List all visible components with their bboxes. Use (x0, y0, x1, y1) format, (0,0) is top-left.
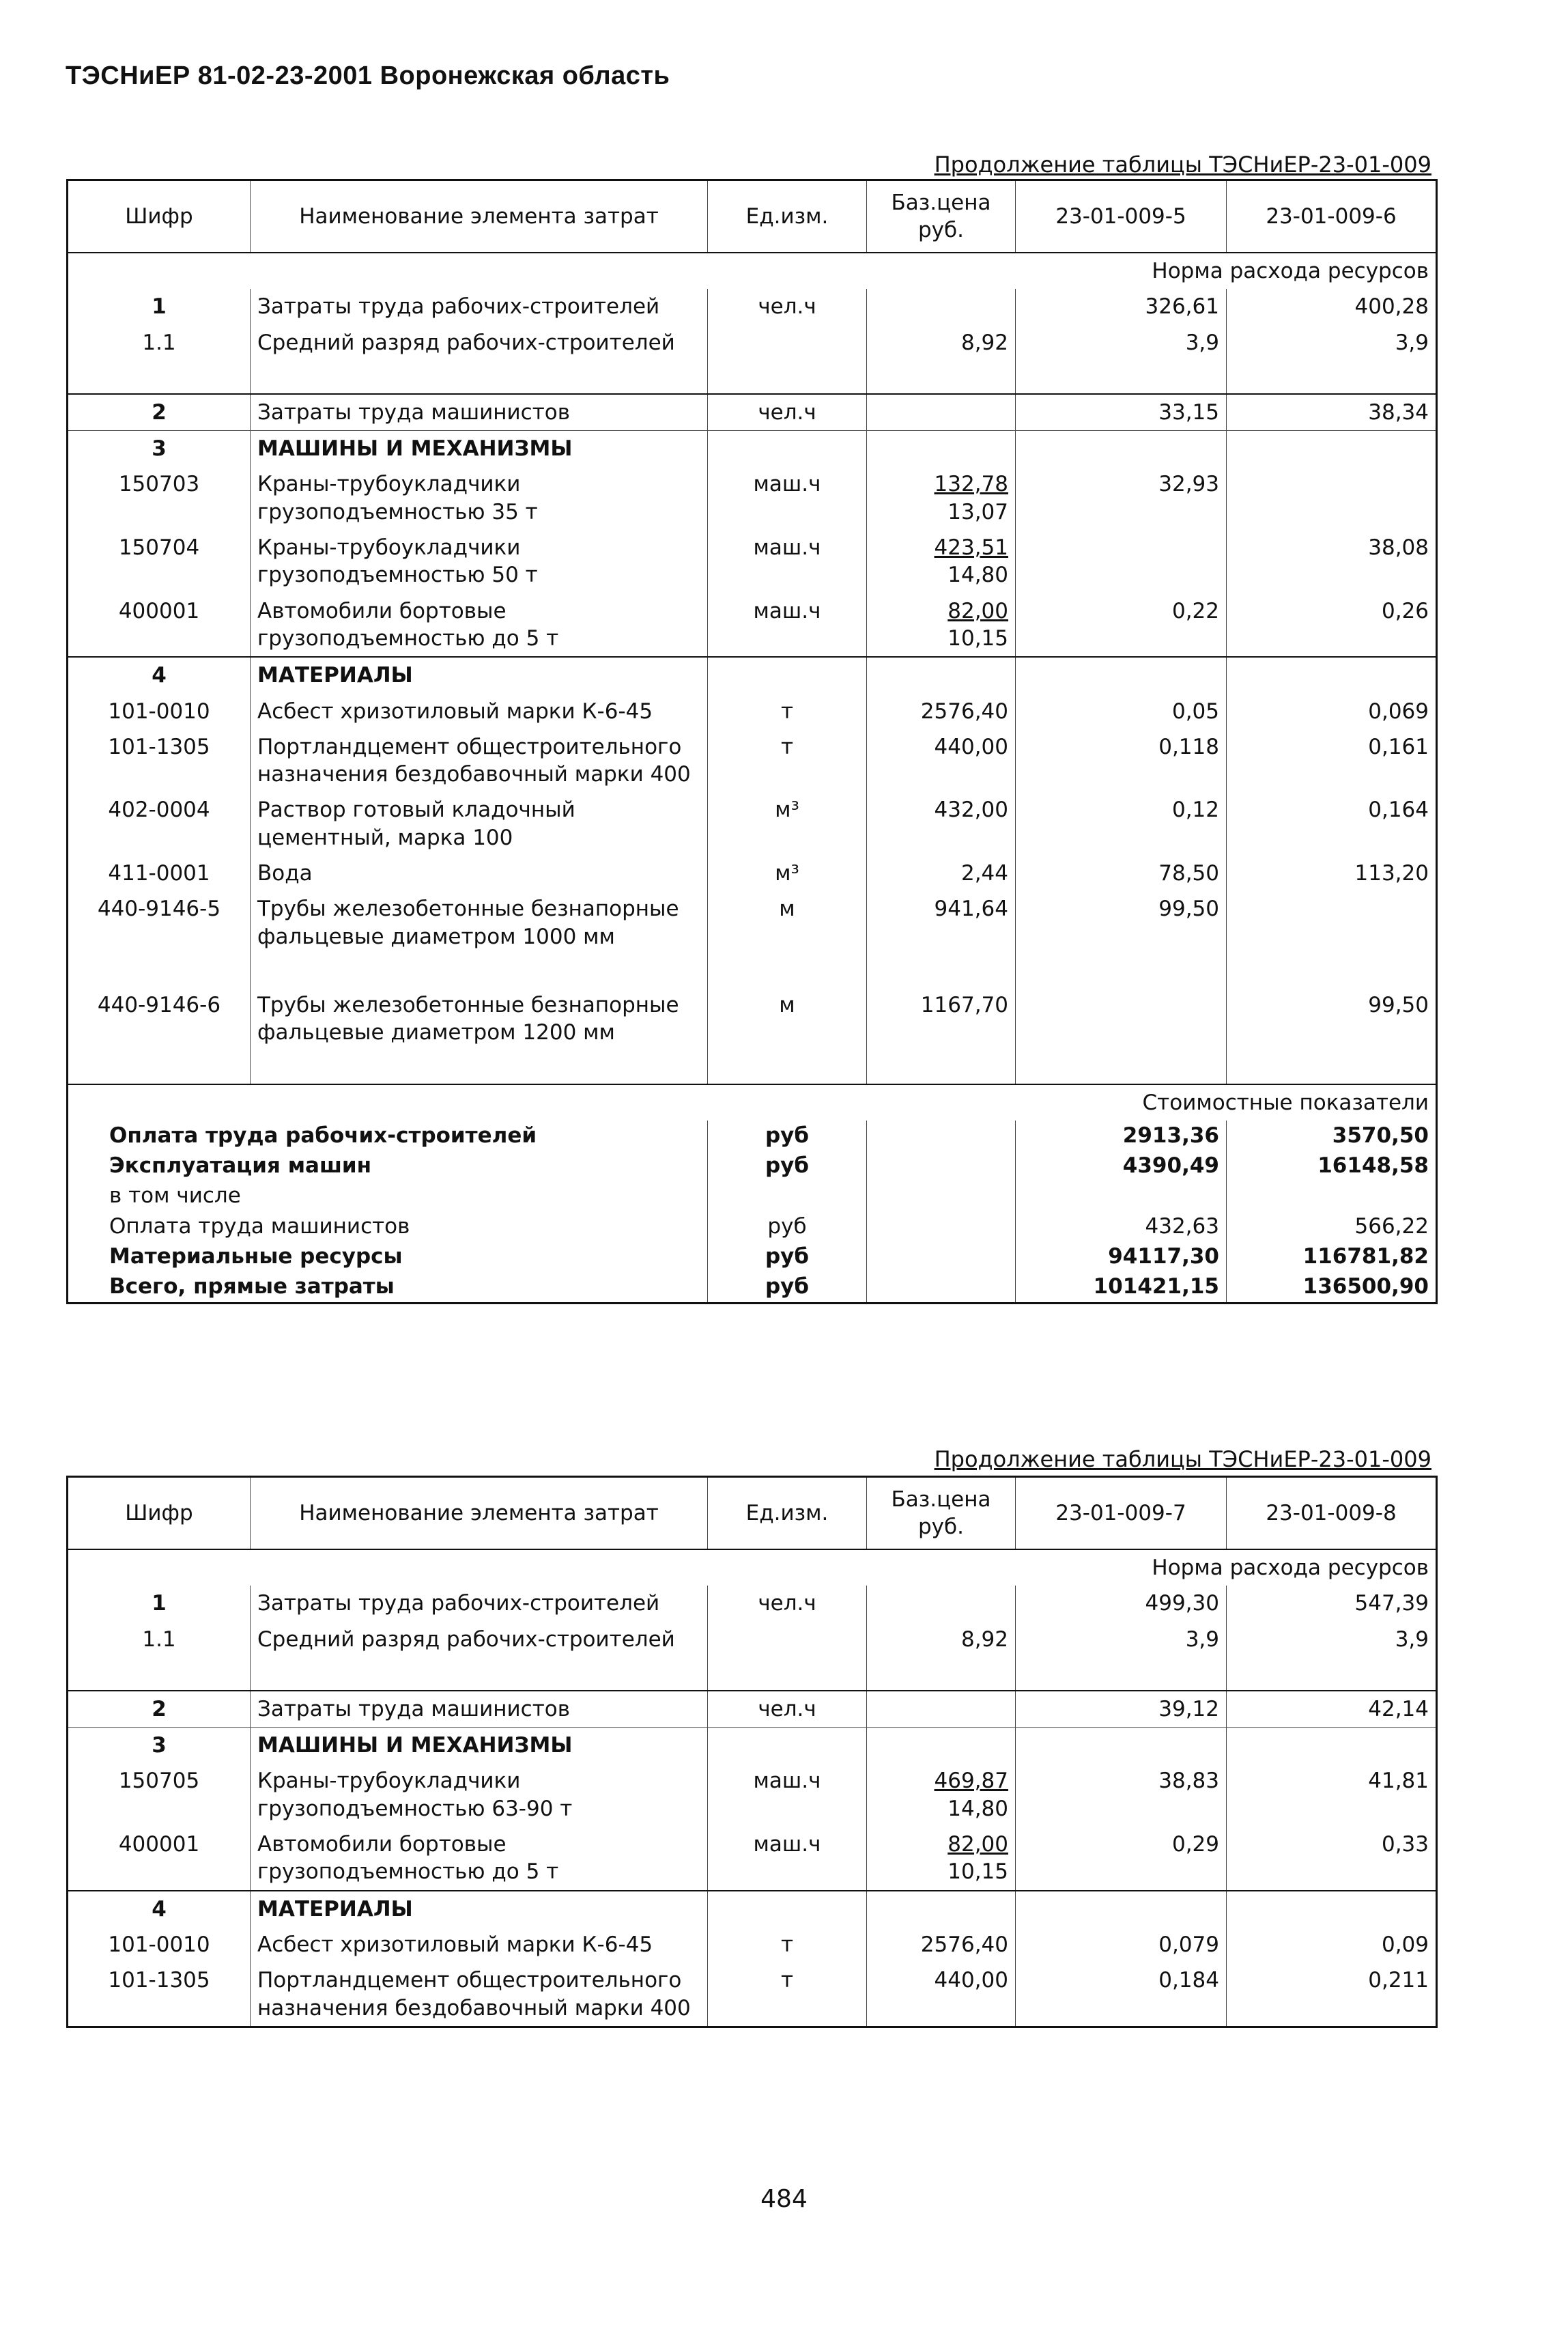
row-code: 4 (68, 657, 251, 693)
row-price: 432,00 (867, 792, 1016, 856)
cost-value-2: 16148,58 (1227, 1151, 1437, 1181)
cost-value-1: 94117,30 (1016, 1241, 1227, 1271)
cost-value-1: 4390,49 (1016, 1151, 1227, 1181)
spacer-row (68, 361, 1437, 394)
row-price (867, 530, 1016, 593)
cost-unit (708, 1181, 867, 1211)
row-norm-2: 113,20 (1227, 856, 1437, 891)
cost-label: Всего, прямые затраты (109, 1274, 395, 1299)
row-unit: маш.ч (708, 466, 867, 530)
row-code: 1.1 (142, 1627, 176, 1652)
row-name: Затраты труда машинистов (251, 1691, 708, 1728)
spacer-row (68, 955, 1437, 987)
col-header-price: Баз.цена руб. (867, 1477, 1016, 1550)
cost-value-1 (1016, 1181, 1227, 1211)
table2-header-row (68, 1477, 1437, 1550)
row-price (867, 1691, 1016, 1728)
row-code: 411-0001 (108, 861, 210, 886)
row-code: 101-1305 (108, 1968, 210, 1993)
machine-price: 82,00 (947, 598, 1008, 623)
table1-header-row (68, 180, 1437, 253)
operator-wage: 10,15 (947, 625, 1008, 651)
row-unit: чел.ч (708, 394, 867, 431)
row-name: Раствор готовый кладочный цементный, марка 100 (251, 792, 708, 856)
table1-body (68, 289, 1437, 1084)
cost-unit: руб (708, 1241, 867, 1271)
row-name: Портландцемент общестроительного назначения бездобавочный марки 400 (251, 1962, 708, 2027)
row-name: Краны-трубоукладчики грузоподъемностью 50 т (251, 530, 708, 593)
section-heading-row (68, 1728, 1437, 1764)
row-code: 1.1 (142, 330, 176, 355)
row-norm-1: 38,83 (1016, 1763, 1227, 1827)
table-row (68, 1962, 1437, 2027)
machine-price: 82,00 (947, 1832, 1008, 1857)
table-row (68, 1763, 1437, 1827)
row-code: 150704 (118, 535, 200, 561)
row-norm-1 (1016, 987, 1227, 1051)
row-norm-1: 0,079 (1016, 1927, 1227, 1962)
row-name: Вода (251, 856, 708, 891)
row-unit: чел.ч (708, 289, 867, 324)
row-price: 1167,70 (867, 987, 1016, 1051)
row-norm-2: 41,81 (1227, 1763, 1437, 1827)
row-code: 101-0010 (108, 1932, 210, 1957)
row-name: Затраты труда машинистов (251, 394, 708, 431)
row-name: Затраты труда рабочих-строителей (251, 289, 708, 324)
row-unit: маш.ч (708, 1827, 867, 1891)
row-code: 440-9146-5 (97, 897, 221, 922)
row-price: 440,00 (867, 729, 1016, 793)
norms-table-2 (66, 1476, 1438, 2028)
row-unit: т (708, 1962, 867, 2027)
cost-row (68, 1211, 1437, 1241)
row-name: Асбест хризотиловый марки К-6-45 (251, 1927, 708, 1962)
row-code: 400001 (118, 1832, 200, 1857)
row-norm-2: 3,9 (1227, 1622, 1437, 1657)
cost-value-2: 136500,90 (1227, 1271, 1437, 1303)
cost-value-1: 101421,15 (1016, 1271, 1227, 1303)
cost-row (68, 1151, 1437, 1181)
row-price (867, 593, 1016, 658)
cost-row (68, 1181, 1437, 1211)
table1-continuation-note: Продолжение таблицы ТЭСНиЕР-23-01-009 (934, 152, 1431, 178)
cost-unit: руб (708, 1151, 867, 1181)
section-heading-row (68, 1891, 1437, 1927)
table-row (68, 694, 1437, 729)
cost-row (68, 1271, 1437, 1303)
row-code: 150703 (118, 472, 200, 497)
row-norm-1: 33,15 (1016, 394, 1227, 431)
row-norm-1: 0,05 (1016, 694, 1227, 729)
table-row (68, 530, 1437, 593)
table-row (68, 1827, 1437, 1891)
section-title: МАШИНЫ И МЕХАНИЗМЫ (251, 431, 708, 467)
table2-continuation-note: Продолжение таблицы ТЭСНиЕР-23-01-009 (934, 1446, 1431, 1472)
band-row (68, 1549, 1437, 1586)
row-norm-1: 326,61 (1016, 289, 1227, 324)
band-label: Норма расхода ресурсов (1152, 1555, 1429, 1580)
band-row (68, 253, 1437, 289)
col-header-unit: Ед.изм. (708, 180, 867, 253)
cost-value-2 (1227, 1181, 1437, 1211)
row-code: 3 (152, 1733, 167, 1758)
spacer-row (68, 1657, 1437, 1691)
row-norm-1: 39,12 (1016, 1691, 1227, 1728)
row-norm-2: 3,9 (1227, 325, 1437, 361)
cost-label: Оплата труда машинистов (109, 1213, 410, 1239)
row-unit: маш.ч (708, 593, 867, 658)
row-norm-2: 38,08 (1227, 530, 1437, 593)
cost-label: в том числе (109, 1183, 241, 1209)
row-norm-2: 0,09 (1227, 1927, 1437, 1962)
cost-label: Эксплуатация машин (109, 1153, 372, 1179)
row-norm-2: 0,161 (1227, 729, 1437, 793)
table-row (68, 792, 1437, 856)
table-row (68, 593, 1437, 658)
col-header-norm-1: 23-01-009-7 (1016, 1477, 1227, 1550)
row-norm-1: 99,50 (1016, 891, 1227, 955)
cost-band-row (68, 1084, 1437, 1121)
machine-price: 469,87 (934, 1769, 1008, 1794)
table-row (68, 987, 1437, 1051)
row-norm-2: 0,211 (1227, 1962, 1437, 2027)
cost-unit: руб (708, 1121, 867, 1151)
table-row (68, 1927, 1437, 1962)
row-code: 2 (68, 394, 251, 431)
row-name: Затраты труда рабочих-строителей (251, 1586, 708, 1621)
norms-table-1 (66, 179, 1438, 1304)
col-header-code: Шифр (68, 180, 251, 253)
col-header-unit: Ед.изм. (708, 1477, 867, 1550)
machine-price: 423,51 (934, 535, 1008, 561)
table-row (68, 729, 1437, 793)
row-name: Средний разряд рабочих-строителей (251, 325, 708, 361)
col-header-name: Наименование элемента затрат (251, 1477, 708, 1550)
section-title: МАШИНЫ И МЕХАНИЗМЫ (251, 1728, 708, 1764)
row-unit: т (708, 1927, 867, 1962)
row-name: Автомобили бортовые грузоподъемностью до 5 т (251, 593, 708, 658)
row-norm-1: 0,29 (1016, 1827, 1227, 1891)
operator-wage: 10,15 (947, 1859, 1008, 1885)
row-norm-2: 42,14 (1227, 1691, 1437, 1728)
table-row (68, 394, 1437, 431)
col-header-code: Шифр (68, 1477, 251, 1550)
row-unit (708, 1622, 867, 1657)
cost-value-1: 432,63 (1016, 1211, 1227, 1241)
col-header-price: Баз.цена руб. (867, 180, 1016, 253)
row-norm-2: 0,33 (1227, 1827, 1437, 1891)
row-price: 8,92 (867, 1622, 1016, 1657)
row-unit: чел.ч (708, 1586, 867, 1621)
table-row (68, 1691, 1437, 1728)
cost-value-2: 566,22 (1227, 1211, 1437, 1241)
row-unit (708, 325, 867, 361)
row-code: 1 (152, 294, 167, 320)
row-code: 1 (152, 1591, 167, 1616)
table-row (68, 1586, 1437, 1621)
row-name: Трубы железобетонные безнапорные фальцевые диаметром 1200 мм (251, 987, 708, 1051)
operator-wage: 14,80 (947, 563, 1008, 588)
row-unit: м³ (708, 856, 867, 891)
row-name: Автомобили бортовые грузоподъемностью до 5 т (251, 1827, 708, 1891)
operator-wage: 14,80 (947, 1796, 1008, 1821)
section-title: МАТЕРИАЛЫ (251, 657, 708, 693)
row-price (867, 394, 1016, 431)
row-unit: т (708, 694, 867, 729)
row-norm-2: 38,34 (1227, 394, 1437, 431)
row-name: Краны-трубоукладчики грузоподъемностью 35 т (251, 466, 708, 530)
col-header-name: Наименование элемента затрат (251, 180, 708, 253)
cost-indicators (68, 1121, 1437, 1303)
row-unit: м³ (708, 792, 867, 856)
cost-band-label: Стоимостные показатели (68, 1084, 1437, 1121)
row-norm-1: 0,184 (1016, 1962, 1227, 2027)
row-norm-2: 400,28 (1227, 289, 1437, 324)
row-norm-1: 3,9 (1016, 325, 1227, 361)
row-code: 3 (152, 436, 167, 462)
row-norm-1: 0,22 (1016, 593, 1227, 658)
row-unit: чел.ч (708, 1691, 867, 1728)
row-norm-2 (1227, 466, 1437, 530)
row-unit: маш.ч (708, 530, 867, 593)
section-heading-row (68, 431, 1437, 467)
table-row (68, 891, 1437, 955)
row-price (867, 289, 1016, 324)
row-code: 101-0010 (108, 699, 210, 724)
row-norm-2: 0,069 (1227, 694, 1437, 729)
row-norm-1: 0,118 (1016, 729, 1227, 793)
table-row (68, 325, 1437, 361)
spacer-row (68, 1051, 1437, 1084)
row-code: 4 (68, 1891, 251, 1927)
cost-unit: руб (708, 1211, 867, 1241)
row-price: 941,64 (867, 891, 1016, 955)
machine-price: 132,78 (934, 472, 1008, 497)
cost-value-2: 3570,50 (1227, 1121, 1437, 1151)
operator-wage: 13,07 (947, 499, 1008, 524)
row-unit: м (708, 987, 867, 1051)
table-row (68, 289, 1437, 324)
row-price (867, 1827, 1016, 1891)
col-header-norm-2: 23-01-009-6 (1227, 180, 1437, 253)
row-code: 400001 (118, 598, 200, 623)
section-title: МАТЕРИАЛЫ (251, 1891, 708, 1927)
row-norm-1: 499,30 (1016, 1586, 1227, 1621)
cost-row (68, 1121, 1437, 1151)
row-price: 8,92 (867, 325, 1016, 361)
row-price (867, 1586, 1016, 1621)
row-price: 2,44 (867, 856, 1016, 891)
row-norm-2: 99,50 (1227, 987, 1437, 1051)
table2-body (68, 1586, 1437, 2027)
row-price: 2576,40 (867, 694, 1016, 729)
cost-row (68, 1241, 1437, 1271)
row-code: 150705 (118, 1769, 200, 1794)
row-norm-1: 0,12 (1016, 792, 1227, 856)
cost-label: Материальные ресурсы (109, 1244, 403, 1269)
row-name: Асбест хризотиловый марки К-6-45 (251, 694, 708, 729)
row-code: 101-1305 (108, 734, 210, 759)
cost-value-2: 116781,82 (1227, 1241, 1437, 1271)
row-norm-1: 78,50 (1016, 856, 1227, 891)
row-norm-2: 547,39 (1227, 1586, 1437, 1621)
band-label: Норма расхода ресурсов (1152, 259, 1429, 283)
row-unit: м (708, 891, 867, 955)
row-name: Портландцемент общестроительного назначения бездобавочный марки 400 (251, 729, 708, 793)
cost-unit: руб (708, 1271, 867, 1303)
section-heading-row (68, 657, 1437, 693)
page-number: 484 (760, 2185, 808, 2213)
row-norm-2: 0,26 (1227, 593, 1437, 658)
row-norm-1 (1016, 530, 1227, 593)
cost-label: Оплата труда рабочих-строителей (109, 1123, 537, 1148)
col-header-norm-1: 23-01-009-5 (1016, 180, 1227, 253)
page-header: ТЭСНиЕР 81-02-23-2001 Воронежская область (66, 61, 670, 90)
row-unit: маш.ч (708, 1763, 867, 1827)
row-norm-2 (1227, 891, 1437, 955)
row-code: 2 (68, 1691, 251, 1728)
row-norm-1: 3,9 (1016, 1622, 1227, 1657)
row-price (867, 1763, 1016, 1827)
row-unit: т (708, 729, 867, 793)
row-name: Средний разряд рабочих-строителей (251, 1622, 708, 1657)
row-price: 440,00 (867, 1962, 1016, 2027)
table-row (68, 1622, 1437, 1657)
row-price: 2576,40 (867, 1927, 1016, 1962)
row-name: Трубы железобетонные безнапорные фальцевые диаметром 1000 мм (251, 891, 708, 955)
table-row (68, 466, 1437, 530)
row-code: 440-9146-6 (97, 992, 221, 1017)
col-header-norm-2: 23-01-009-8 (1227, 1477, 1437, 1550)
cost-value-1: 2913,36 (1016, 1121, 1227, 1151)
row-norm-1: 32,93 (1016, 466, 1227, 530)
row-code: 402-0004 (108, 798, 210, 823)
row-price (867, 466, 1016, 530)
table-row (68, 856, 1437, 891)
row-norm-2: 0,164 (1227, 792, 1437, 856)
row-name: Краны-трубоукладчики грузоподъемностью 63-90 т (251, 1763, 708, 1827)
